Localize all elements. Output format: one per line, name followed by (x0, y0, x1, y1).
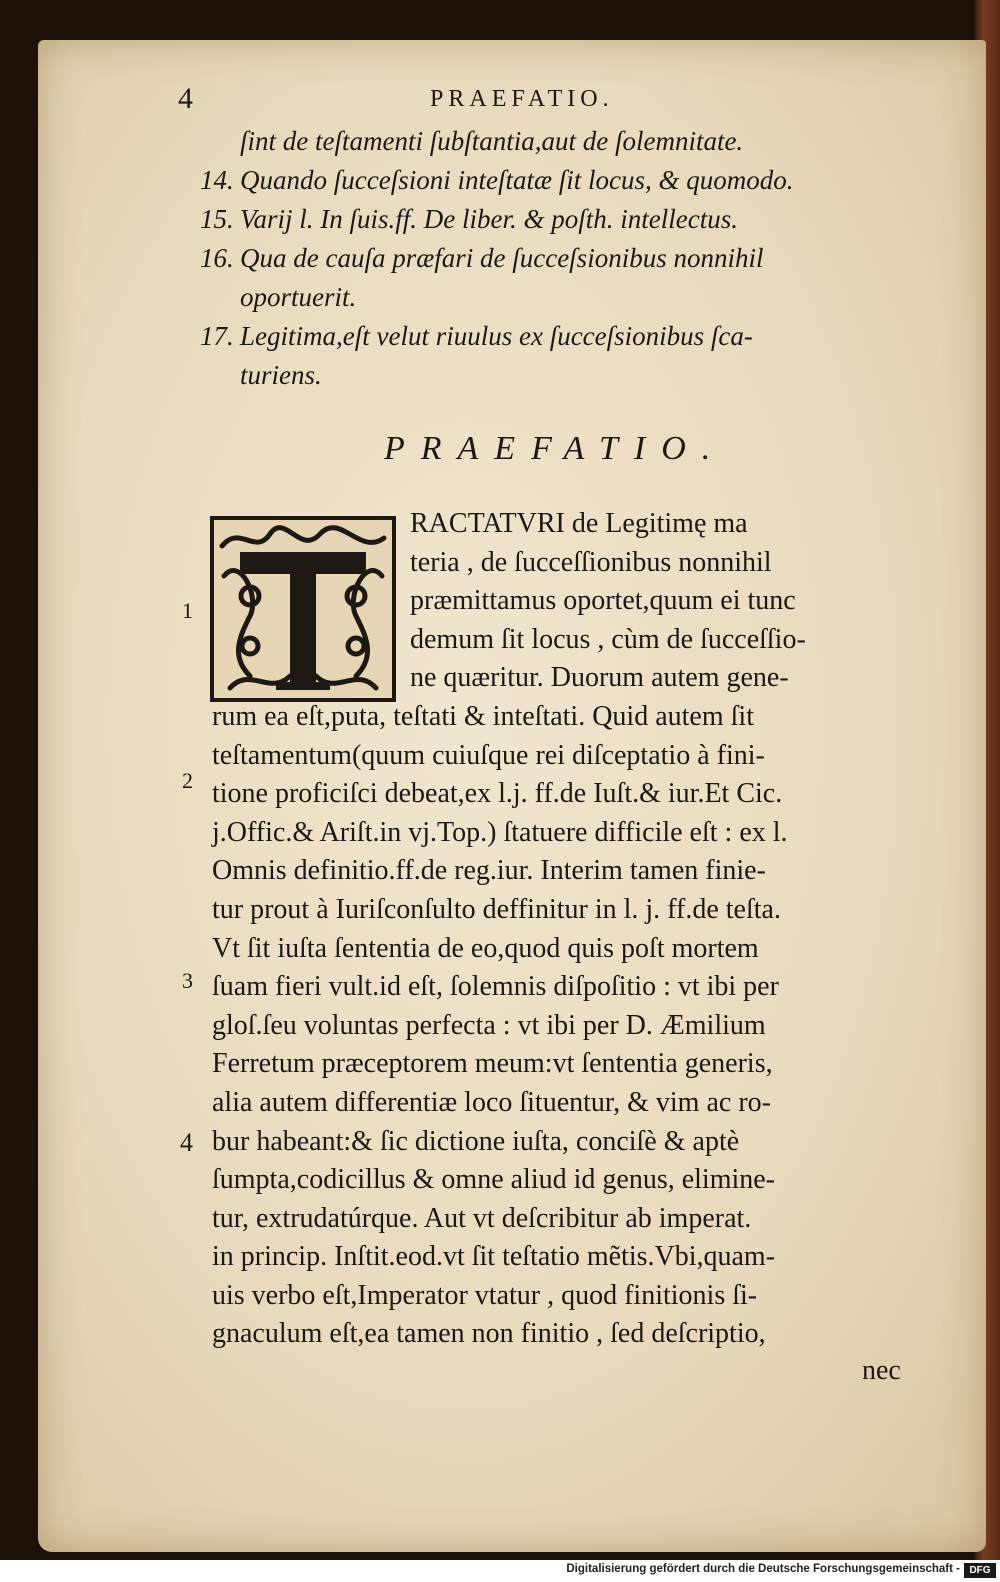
footer-credit: Digitalisierung gefördert durch die Deutsche Forschungsgemeinschaft - (566, 1563, 960, 1575)
running-head: PRAEFATIO. (430, 86, 614, 112)
body-line: ſumpta,codicillus & omne aliud id genus, elimine- (212, 1164, 776, 1196)
summary-line (200, 239, 920, 278)
body-line: præmittamus oportet,quum ei tunc (410, 585, 796, 617)
summary-text: ſint de teſtamenti ſubſtantia,aut de ſolemnitate. (240, 126, 744, 156)
body-line: tur prout à Iuriſconſulto deffinitur in l. j. ff.de teſta. (212, 893, 781, 925)
body-line: rum ea eſt,puta, teſtati & inteſtati. Quid autem ſit (212, 700, 754, 732)
section-title: PRAEFATIO. (384, 430, 727, 467)
body-line: teſtamentum(quum cuiuſque rei diſceptatio à fini- (212, 739, 765, 771)
body-line: uis verbo eſt,Imperator vtatur , quod finitionis ſi- (212, 1279, 758, 1311)
body-line: Ferretum præceptorem meum:vt ſententia generis, (212, 1048, 773, 1080)
marginal-note: 2 (182, 768, 193, 793)
summary-number: 17. (200, 321, 234, 351)
body-line: tione proficiſci debeat,ex l.j. ff.de Iuſt.& iur.Et Cic. (212, 778, 783, 810)
body-line: Vt ſit iuſta ſententia de eo,quod quis poſt mortem (212, 932, 759, 964)
summary-text: Qua de cauſa præfari de ſucceſsionibus nonnihil (240, 243, 764, 273)
body-line: j.Offic.& Ariſt.in vj.Top.) ſtatuere difficile eſt : ex l. (212, 816, 788, 848)
summary-line (200, 122, 920, 161)
summary-text: Legitima,eſt velut riuulus ex ſucceſsionibus ſca- (240, 321, 753, 351)
body-line: bur habeant:& ſic dictione iuſta, conciſè & aptè (212, 1125, 740, 1157)
page-number: 4 (178, 82, 193, 115)
body-line: tur, extrudatúrque. Aut vt deſcribitur ab imperat. (212, 1202, 752, 1234)
marginal-note: 3 (182, 968, 193, 993)
body-line: ſuam fieri vult.id eſt, ſolemnis diſpoſitio : vt ibi per (212, 971, 779, 1003)
summary-number: 16. (200, 243, 234, 273)
summary-line (200, 161, 920, 200)
summary-text: oportuerit. (240, 282, 357, 312)
body-text (212, 505, 912, 1354)
marginal-note: 1 (182, 598, 193, 623)
body-line: alia autem differentiæ loco ſituentur, & vim ac ro- (212, 1086, 771, 1118)
body-line: teria , de ſucceſſionibus nonnihil (410, 546, 772, 578)
summary-list (200, 122, 920, 395)
summary-line (200, 200, 920, 239)
summary-line (200, 278, 920, 317)
summary-line (200, 356, 920, 395)
summary-text: turiens. (240, 360, 322, 390)
body-line: ne quæritur. Duorum autem gene- (410, 662, 789, 694)
summary-text: Quando ſucceſsioni inteſtatæ ſit locus, & quomodo. (240, 165, 794, 195)
body-line: in princip. Inſtit.eod.vt ſit teſtatio mẽtis.Vbi,quam- (212, 1241, 776, 1273)
body-line: RACTATVRI de Legitimę ma (410, 508, 748, 539)
catchword: nec (862, 1355, 901, 1386)
body-line: demum ſit locus , cùm de ſucceſſio- (410, 623, 806, 655)
summary-line (200, 317, 920, 356)
footer-bar (0, 1560, 1000, 1582)
summary-number: 15. (200, 204, 234, 234)
body-line: gnaculum eſt,ea tamen non finitio , ſed deſcriptio, (212, 1318, 766, 1350)
summary-text: Varij l. In ſuis.ff. De liber. & poſth. intellectus. (240, 204, 738, 234)
marginal-note: 4 (180, 1128, 193, 1157)
page-header (0, 82, 1000, 122)
dfg-logo-icon: DFG (964, 1563, 996, 1578)
body-line: Omnis definitio.ff.de reg.iur. Interim tamen finie- (212, 855, 766, 887)
summary-number: 14. (200, 165, 234, 195)
body-line: gloſ.ſeu voluntas perfecta : vt ibi per D. Æmilium (212, 1009, 766, 1041)
